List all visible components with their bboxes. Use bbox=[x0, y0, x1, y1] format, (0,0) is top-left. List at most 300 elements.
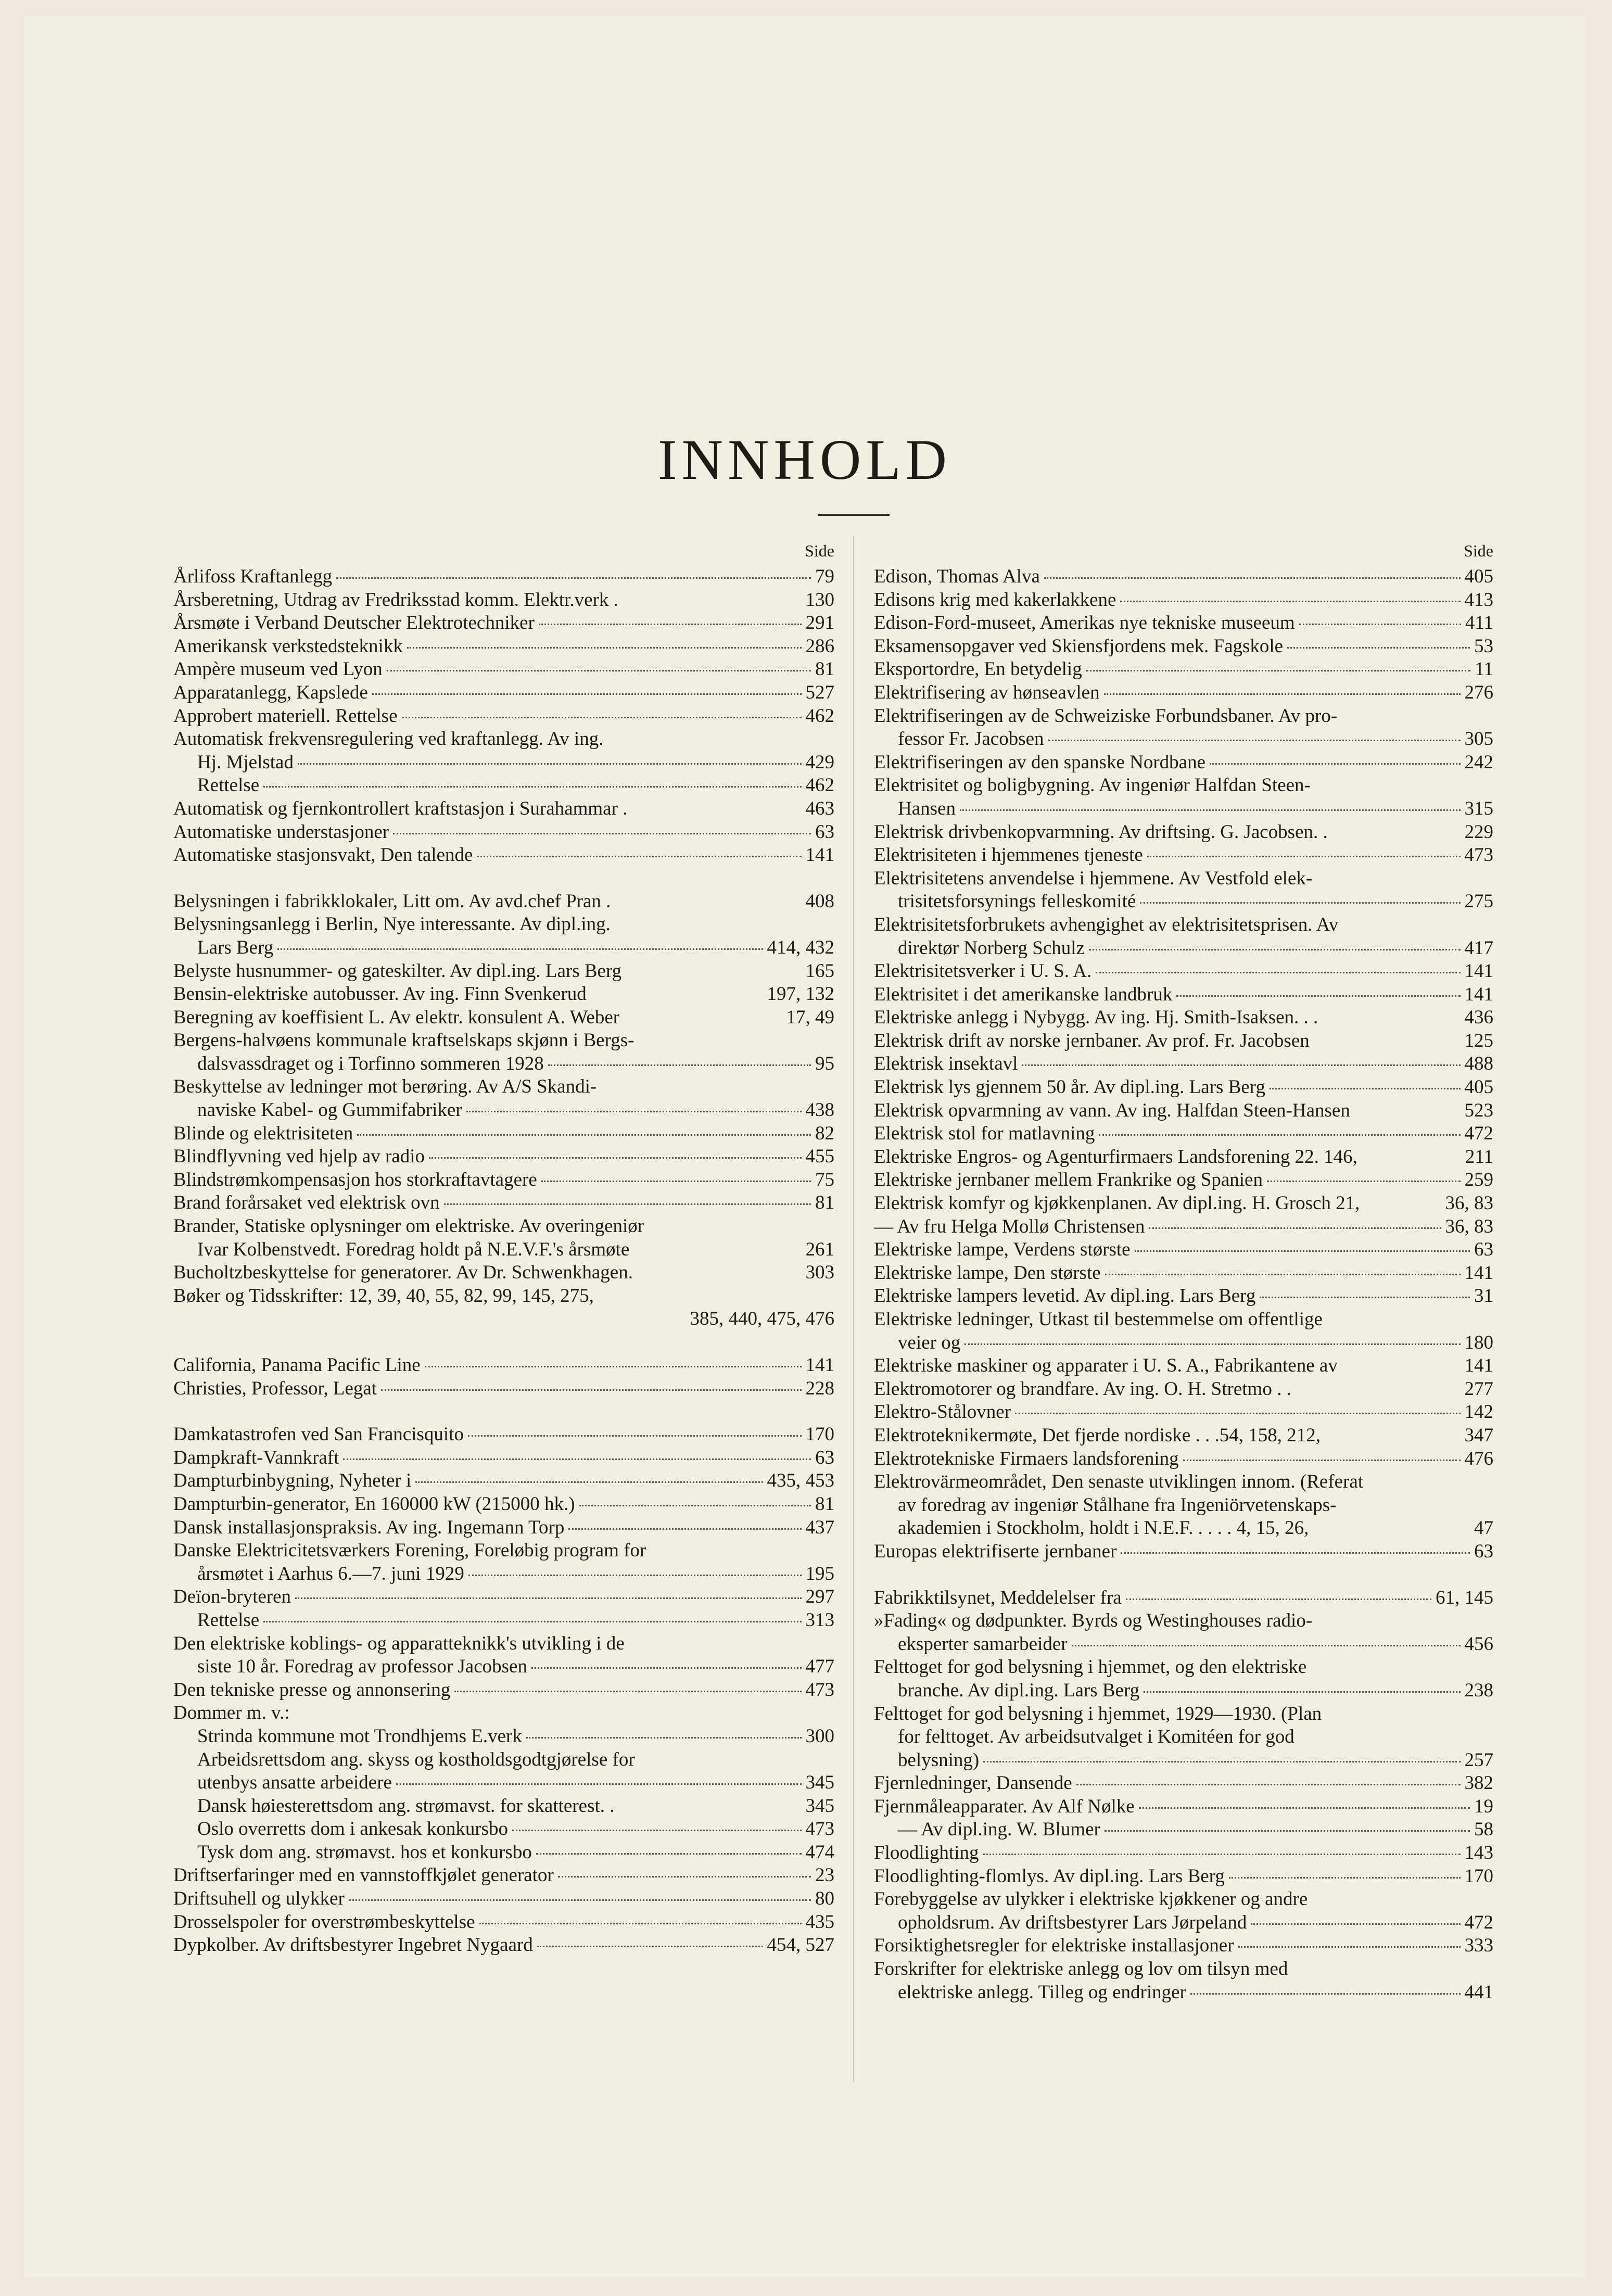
entry-page-number: 472 bbox=[1464, 1911, 1493, 1933]
entry-page-number: 413 bbox=[1464, 589, 1493, 611]
toc-entry bbox=[173, 612, 834, 635]
toc-entry bbox=[874, 1099, 1493, 1123]
entry-page-number: 261 bbox=[805, 1238, 834, 1260]
dot-leader bbox=[372, 693, 802, 695]
entry-page-number: 63 bbox=[815, 821, 834, 843]
entry-page-number: 527 bbox=[805, 681, 834, 703]
toc-entry bbox=[173, 1702, 834, 1725]
toc-entry bbox=[173, 1377, 834, 1401]
dot-leader bbox=[343, 1458, 811, 1460]
toc-entry bbox=[874, 867, 1493, 891]
toc-entry bbox=[173, 1539, 834, 1563]
entry-title: Elektriske lampe, Den største bbox=[874, 1262, 1101, 1284]
toc-entry bbox=[874, 1169, 1493, 1192]
entry-title: akademien i Stockholm, holdt i N.E.F. . . . . 4, 15, 26, bbox=[898, 1517, 1309, 1539]
toc-entry bbox=[173, 913, 834, 936]
entry-page-number: 462 bbox=[805, 775, 834, 796]
dot-leader bbox=[541, 1181, 811, 1182]
toc-entry bbox=[173, 1191, 834, 1215]
toc-entry bbox=[874, 1378, 1493, 1401]
toc-entry bbox=[874, 960, 1493, 983]
entry-title: Dommer m. v.: bbox=[173, 1702, 290, 1724]
right-column bbox=[874, 536, 1493, 2004]
entry-page-number: 242 bbox=[1464, 751, 1493, 773]
entry-title: Elektromotorer og brandfare. Av ing. O. H. Stretmo . . bbox=[874, 1378, 1291, 1400]
side-label-left: Side bbox=[805, 541, 834, 560]
entry-title: Bergens-halvøens kommunale kraftselskaps skjønn i Bergs- bbox=[173, 1030, 634, 1051]
toc-entry bbox=[173, 1493, 834, 1516]
entry-title: Automatisk frekvensregulering ved kraftanlegg. Av ing. bbox=[173, 728, 604, 750]
entry-title: Blindflyvning ved hjelp av radio bbox=[173, 1146, 425, 1168]
entry-title: Elektriske Engros- og Agenturfirmaers Landsforening 22. 146, bbox=[874, 1146, 1357, 1168]
dot-leader bbox=[1105, 1830, 1470, 1832]
entry-title: Elektrisitetsverker i U. S. A. bbox=[874, 960, 1092, 982]
entry-title: Tysk dom ang. strømavst. hos et konkursbo bbox=[197, 1841, 532, 1863]
entry-title: veier og bbox=[898, 1331, 961, 1353]
entry-page-number: 259 bbox=[1464, 1169, 1493, 1191]
toc-entry bbox=[874, 1401, 1493, 1424]
toc-entry bbox=[874, 1842, 1493, 1865]
entry-page-number: 305 bbox=[1464, 728, 1493, 750]
entry-page-number: 141 bbox=[805, 844, 834, 866]
dot-leader bbox=[579, 1505, 811, 1506]
toc-entry bbox=[173, 1122, 834, 1146]
entry-title: Elektrotekniske Firmaers landsforening bbox=[874, 1448, 1179, 1469]
toc-entry bbox=[874, 844, 1493, 867]
entry-title: Hj. Mjelstad bbox=[197, 751, 294, 773]
entry-title: elektriske anlegg. Tilleg og endringer bbox=[898, 1981, 1186, 2003]
section-gap bbox=[173, 1400, 834, 1423]
dot-leader bbox=[1238, 1946, 1461, 1948]
toc-entry bbox=[173, 1052, 834, 1076]
entry-title: Dampturbin-generator, En 160000 kW (215000 hk.) bbox=[173, 1493, 575, 1515]
toc-entry bbox=[874, 1911, 1493, 1935]
dot-leader bbox=[468, 1435, 802, 1437]
entry-page-number: 95 bbox=[815, 1052, 834, 1074]
toc-entry bbox=[874, 1122, 1493, 1146]
dot-leader bbox=[1076, 1784, 1461, 1785]
entry-page-number: 36, 83 bbox=[1445, 1215, 1493, 1237]
entry-page-number: 385, 440, 475, 476 bbox=[690, 1308, 834, 1330]
toc-entry bbox=[874, 728, 1493, 751]
dot-leader bbox=[1086, 670, 1471, 671]
entry-page-number: 441 bbox=[1464, 1981, 1493, 2003]
title-rule bbox=[818, 514, 890, 516]
entry-page-number: 436 bbox=[1464, 1007, 1493, 1029]
entry-title: dalsvassdraget og i Torfinno sommeren 1928 bbox=[197, 1052, 544, 1074]
entry-page-number: 81 bbox=[815, 1192, 834, 1214]
toc-entry bbox=[173, 1169, 834, 1192]
entry-page-number: 61, 145 bbox=[1436, 1587, 1493, 1608]
dot-leader bbox=[454, 1691, 801, 1692]
side-label-right: Side bbox=[1464, 541, 1493, 560]
entry-page-number: 476 bbox=[1464, 1448, 1493, 1469]
dot-leader bbox=[1210, 763, 1460, 765]
entry-title: Dypkolber. Av driftsbestyrer Ingebret Nygaard bbox=[173, 1934, 533, 1956]
dot-leader bbox=[479, 1923, 802, 1924]
toc-entry bbox=[173, 821, 834, 844]
entry-title: Dansk høiesterettsdom ang. strømavst. for skatterest. . bbox=[197, 1795, 615, 1817]
entry-page-number: 170 bbox=[805, 1424, 834, 1445]
section-gap bbox=[173, 867, 834, 890]
dot-leader bbox=[512, 1830, 801, 1831]
entry-title: Lars Berg bbox=[197, 936, 274, 958]
entry-page-number: 313 bbox=[805, 1609, 834, 1631]
toc-entry bbox=[874, 983, 1493, 1007]
entry-title: Elektrisiteten i hjemmenes tjeneste bbox=[874, 844, 1143, 866]
toc-entry bbox=[874, 1958, 1493, 1981]
dot-leader bbox=[1089, 949, 1461, 950]
dot-leader bbox=[402, 717, 802, 718]
toc-entry bbox=[173, 1818, 834, 1841]
toc-entry bbox=[874, 1262, 1493, 1285]
toc-entry bbox=[173, 658, 834, 681]
entry-page-number: 228 bbox=[805, 1377, 834, 1399]
dot-leader bbox=[960, 809, 1461, 811]
entry-page-number: 63 bbox=[1474, 1239, 1493, 1261]
entry-title: Elektriske lampe, Verdens største bbox=[874, 1239, 1131, 1261]
entry-title: Felttoget for god belysning i hjemmet, 1929—1930. (Plan bbox=[874, 1703, 1322, 1724]
entry-page-number: 257 bbox=[1464, 1749, 1493, 1771]
toc-entry bbox=[874, 1981, 1493, 2005]
toc-entry bbox=[173, 1354, 834, 1377]
entry-title: Beregning av koeffisient L. Av elektr. konsulent A. Weber bbox=[173, 1006, 620, 1028]
toc-entry bbox=[173, 1887, 834, 1911]
toc-entry bbox=[173, 1006, 834, 1030]
dot-leader bbox=[1096, 972, 1460, 973]
entry-title: Eksamensopgaver ved Skiensfjordens mek. Fagskole bbox=[874, 635, 1284, 657]
entry-title: fessor Fr. Jacobsen bbox=[898, 728, 1044, 750]
dot-leader bbox=[336, 577, 811, 579]
entry-title: Driftsuhell og ulykker bbox=[173, 1888, 345, 1910]
entry-title: Dansk installasjonspraksis. Av ing. Ingemann Torp bbox=[173, 1516, 565, 1538]
toc-entry bbox=[173, 1447, 834, 1470]
entry-title: naviske Kabel- og Gummifabriker bbox=[197, 1099, 462, 1121]
toc-entry bbox=[874, 1076, 1493, 1099]
entry-page-number: 473 bbox=[805, 1818, 834, 1840]
dot-leader bbox=[964, 1343, 1460, 1345]
entry-title: Bucholtzbeskyttelse for generatorer. Av Dr. Schwenkhagen. bbox=[173, 1262, 633, 1284]
dot-leader bbox=[1176, 995, 1460, 997]
entry-title: Bensin-elektriske autobusser. Av ing. Finn Svenkerud bbox=[173, 983, 587, 1005]
toc-entry bbox=[874, 890, 1493, 914]
entry-title: Elektriske anlegg i Nybygg. Av ing. Hj. Smith-Isaksen. . . bbox=[874, 1007, 1318, 1029]
dot-leader bbox=[1104, 693, 1461, 695]
entry-title: direktør Norberg Schulz bbox=[898, 937, 1085, 959]
entry-page-number: 130 bbox=[805, 589, 834, 611]
entry-title: Elektrifiseringen av de Schweiziske Forbundsbaner. Av pro- bbox=[874, 705, 1338, 727]
entry-page-number: 429 bbox=[805, 751, 834, 773]
entry-page-number: 523 bbox=[1464, 1099, 1493, 1121]
entry-title: Belyste husnummer- og gateskilter. Av dipl.ing. Lars Berg bbox=[173, 960, 622, 982]
entry-page-number: 488 bbox=[1464, 1053, 1493, 1075]
page-sheet bbox=[24, 16, 1585, 2277]
entry-page-number: 435, 453 bbox=[767, 1470, 834, 1492]
entry-title: Belysningsanlegg i Berlin, Nye interessante. Av dipl.ing. bbox=[173, 914, 611, 935]
entry-title: Dampkraft-Vannkraft bbox=[173, 1447, 339, 1468]
entry-page-number: 11 bbox=[1475, 658, 1493, 680]
entry-page-number: 417 bbox=[1464, 937, 1493, 959]
dot-leader bbox=[558, 1876, 811, 1878]
dot-leader bbox=[298, 763, 802, 765]
entry-title: Fabrikktilsynet, Meddelelser fra bbox=[874, 1587, 1122, 1608]
dot-leader bbox=[415, 1481, 763, 1483]
entry-title: Arbeidsrettsdom ang. skyss og kostholdsgodtgjørelse for bbox=[197, 1748, 635, 1770]
toc-entry bbox=[874, 1285, 1493, 1308]
toc-entry bbox=[173, 1748, 834, 1772]
entry-page-number: 463 bbox=[805, 797, 834, 819]
entry-page-number: 141 bbox=[1464, 1262, 1493, 1284]
dot-leader bbox=[1270, 1088, 1461, 1089]
entry-page-number: 180 bbox=[1464, 1331, 1493, 1353]
toc-entry bbox=[874, 1865, 1493, 1888]
toc-entry bbox=[874, 751, 1493, 775]
toc-entry bbox=[173, 1563, 834, 1586]
toc-entry bbox=[173, 844, 834, 867]
dot-leader bbox=[396, 1783, 802, 1785]
toc-entry bbox=[173, 635, 834, 658]
toc-entry bbox=[173, 936, 834, 960]
dot-leader bbox=[568, 1528, 801, 1530]
toc-entry bbox=[874, 1517, 1493, 1540]
entry-title: Automatiske stasjonsvakt, Den talende bbox=[173, 844, 473, 866]
entry-page-number: 277 bbox=[1464, 1378, 1493, 1400]
toc-entry bbox=[173, 1099, 834, 1122]
entry-title: Apparatanlegg, Kapslede bbox=[173, 681, 368, 703]
column-separator bbox=[853, 536, 854, 2082]
entry-page-number: 275 bbox=[1464, 891, 1493, 912]
entry-page-number: 438 bbox=[805, 1099, 834, 1121]
entry-title: Rettelse bbox=[197, 1609, 260, 1631]
entry-page-number: 81 bbox=[815, 658, 834, 680]
entry-page-number: 170 bbox=[1464, 1865, 1493, 1887]
entry-title: Elektrisitet i det amerikanske landbruk bbox=[874, 983, 1173, 1005]
toc-entry bbox=[874, 1424, 1493, 1448]
dot-leader bbox=[444, 1203, 811, 1205]
entry-page-number: 474 bbox=[805, 1841, 834, 1863]
page-title: INNHOLD bbox=[657, 428, 951, 491]
entry-page-number: 142 bbox=[1464, 1401, 1493, 1423]
dot-leader bbox=[407, 647, 802, 649]
entry-page-number: 63 bbox=[815, 1447, 834, 1468]
toc-entry bbox=[874, 1215, 1493, 1239]
entry-page-number: 80 bbox=[815, 1888, 834, 1910]
toc-entry bbox=[874, 1749, 1493, 1772]
toc-entry bbox=[173, 1075, 834, 1099]
dot-leader bbox=[477, 856, 801, 857]
entry-page-number: 47 bbox=[1474, 1517, 1493, 1539]
entry-page-number: 286 bbox=[805, 635, 834, 657]
dot-leader bbox=[1190, 1993, 1461, 1995]
entry-page-number: 141 bbox=[1464, 983, 1493, 1005]
entry-title: Elektrifiseringen av den spanske Nordbane bbox=[874, 751, 1206, 773]
toc-entry bbox=[874, 1934, 1493, 1958]
entry-title: Elektrisk lys gjennem 50 år. Av dipl.ing. Lars Berg bbox=[874, 1076, 1265, 1098]
dot-leader bbox=[537, 1946, 763, 1947]
toc-entry bbox=[173, 983, 834, 1006]
entry-title: Hansen bbox=[898, 797, 956, 819]
entry-title: Fjernmåleapparater. Av Alf Nølke bbox=[874, 1795, 1135, 1817]
entry-page-number: 141 bbox=[805, 1354, 834, 1376]
entry-title: Elektrisitet og boligbygning. Av ingeniør Halfdan Steen- bbox=[874, 775, 1311, 796]
entry-title: Elektrisitetens anvendelse i hjemmene. Av Vestfold elek- bbox=[874, 867, 1313, 889]
toc-entry bbox=[874, 1818, 1493, 1842]
left-entry-list bbox=[173, 565, 834, 1957]
entry-title: Forskrifter for elektriske anlegg og lov om tilsyn med bbox=[874, 1958, 1288, 1980]
entry-page-number: 477 bbox=[805, 1656, 834, 1678]
entry-page-number: 455 bbox=[805, 1146, 834, 1168]
entry-title: Blinde og elektrisiteten bbox=[173, 1122, 353, 1144]
entry-page-number: 211 bbox=[1465, 1146, 1493, 1168]
entry-title: Elektroteknikermøte, Det fjerde nordiske . . .54, 158, 212, bbox=[874, 1424, 1321, 1446]
entry-title: Årsberetning, Utdrag av Fredriksstad komm. Elektr.verk . bbox=[173, 589, 618, 611]
dot-leader bbox=[1140, 902, 1460, 904]
toc-entry bbox=[874, 1146, 1493, 1169]
toc-entry bbox=[874, 1030, 1493, 1053]
entry-page-number: 195 bbox=[805, 1563, 834, 1584]
toc-entry bbox=[874, 635, 1493, 658]
toc-entry bbox=[874, 937, 1493, 960]
dot-leader bbox=[1183, 1460, 1461, 1461]
entry-page-number: 347 bbox=[1464, 1424, 1493, 1446]
dot-leader bbox=[1044, 577, 1461, 579]
entry-page-number: 411 bbox=[1465, 612, 1493, 634]
entry-page-number: 408 bbox=[805, 890, 834, 912]
dot-leader bbox=[536, 1853, 802, 1855]
entry-title: siste 10 år. Foredrag av professor Jacobsen bbox=[197, 1656, 527, 1678]
entry-page-number: 53 bbox=[1474, 635, 1493, 657]
toc-entry bbox=[173, 1423, 834, 1447]
entry-title: Danske Elektricitetsværkers Forening, Foreløbig program for bbox=[173, 1540, 646, 1562]
dot-leader bbox=[1260, 1297, 1470, 1298]
section-gap bbox=[874, 1564, 1493, 1587]
dot-leader bbox=[387, 670, 811, 671]
toc-entry bbox=[874, 1308, 1493, 1331]
right-entry-list bbox=[874, 565, 1493, 2004]
toc-entry bbox=[173, 890, 834, 914]
toc-entry bbox=[173, 1285, 834, 1308]
toc-entry bbox=[874, 1679, 1493, 1703]
entry-title: Automatisk og fjernkontrollert kraftstasjon i Surahammar . bbox=[173, 797, 628, 819]
dot-leader bbox=[1022, 1064, 1460, 1066]
entry-page-number: 473 bbox=[1464, 844, 1493, 866]
entry-title: Fjernledninger, Dansende bbox=[874, 1772, 1072, 1794]
toc-entry bbox=[173, 751, 834, 775]
entry-page-number: 229 bbox=[1464, 821, 1493, 843]
dot-leader bbox=[531, 1667, 802, 1669]
entry-title: — Av dipl.ing. W. Blumer bbox=[898, 1819, 1100, 1841]
entry-title: Den elektriske koblings- og apparatteknikk's utvikling i de bbox=[173, 1632, 625, 1654]
dot-leader bbox=[983, 1854, 1460, 1855]
dot-leader bbox=[1121, 1552, 1470, 1554]
toc-entry bbox=[874, 1448, 1493, 1471]
dot-leader bbox=[263, 1621, 801, 1622]
entry-page-number: 473 bbox=[805, 1679, 834, 1701]
toc-entry bbox=[874, 1772, 1493, 1795]
toc-entry bbox=[874, 658, 1493, 681]
entry-title: Elektriske lampers levetid. Av dipl.ing. Lars Berg bbox=[874, 1285, 1256, 1307]
dot-leader bbox=[468, 1575, 802, 1576]
entry-title: eksperter samarbeider bbox=[898, 1633, 1068, 1655]
entry-page-number: 414, 432 bbox=[767, 936, 834, 958]
entry-title: Deïon-bryteren bbox=[173, 1586, 291, 1608]
entry-title: Edison, Thomas Alva bbox=[874, 566, 1040, 587]
entry-title: California, Panama Pacific Line bbox=[173, 1354, 421, 1376]
entry-page-number: 19 bbox=[1474, 1795, 1493, 1817]
dot-leader bbox=[548, 1064, 811, 1066]
entry-title: Oslo overretts dom i ankesak konkursbo bbox=[197, 1818, 509, 1840]
entry-title: Belysningen i fabrikklokaler, Litt om. Av avd.chef Pran . bbox=[173, 890, 611, 912]
toc-entry bbox=[173, 728, 834, 751]
dot-leader bbox=[1149, 1227, 1441, 1229]
toc-entry bbox=[874, 1354, 1493, 1378]
entry-page-number: 36, 83 bbox=[1445, 1193, 1493, 1214]
entry-title: Edison-Ford-museet, Amerikas nye tekniske museeum bbox=[874, 612, 1295, 634]
entry-title: trisitetsforsynings felleskomité bbox=[898, 891, 1136, 912]
toc-entry bbox=[173, 1655, 834, 1679]
dot-leader bbox=[466, 1111, 802, 1112]
entry-title: Floodlighting bbox=[874, 1842, 979, 1864]
dot-leader bbox=[1139, 1807, 1470, 1809]
toc-entry bbox=[173, 960, 834, 983]
toc-entry bbox=[874, 1238, 1493, 1262]
entry-page-number: 456 bbox=[1464, 1633, 1493, 1655]
dot-leader bbox=[983, 1761, 1460, 1762]
entry-page-number: 333 bbox=[1464, 1935, 1493, 1957]
entry-title: Brand forårsaket ved elektrisk ovn bbox=[173, 1192, 440, 1214]
entry-title: opholdsrum. Av driftsbestyrer Lars Jørpeland bbox=[898, 1911, 1247, 1933]
entry-title: belysning) bbox=[898, 1749, 980, 1771]
toc-entry bbox=[173, 1609, 834, 1632]
dot-leader bbox=[295, 1597, 801, 1599]
entry-title: Drosselspoler for overstrømbeskyttelse bbox=[173, 1911, 475, 1933]
toc-entry bbox=[874, 1052, 1493, 1076]
entry-page-number: 382 bbox=[1464, 1772, 1493, 1794]
dot-leader bbox=[1072, 1645, 1461, 1646]
dot-leader bbox=[1120, 601, 1460, 602]
entry-title: Amerikansk verkstedsteknikk bbox=[173, 635, 403, 657]
toc-entry bbox=[173, 565, 834, 589]
entry-page-number: 23 bbox=[815, 1864, 834, 1886]
entry-title: Floodlighting-flomlys. Av dipl.ing. Lars Berg bbox=[874, 1865, 1225, 1887]
dot-leader bbox=[526, 1737, 802, 1739]
toc-entry bbox=[173, 1632, 834, 1656]
entry-title: Den tekniske presse og annonsering bbox=[173, 1679, 451, 1701]
dot-leader bbox=[1147, 856, 1461, 857]
toc-entry bbox=[173, 589, 834, 612]
entry-page-number: 315 bbox=[1464, 797, 1493, 819]
dot-leader bbox=[349, 1899, 811, 1901]
entry-title: Elektrisk drift av norske jernbaner. Av prof. Fr. Jacobsen bbox=[874, 1030, 1310, 1051]
toc-entry bbox=[874, 1656, 1493, 1679]
toc-entry bbox=[874, 705, 1493, 728]
entry-title: Elektrovärmeområdet, Den senaste utviklingen innom. (Referat bbox=[874, 1471, 1364, 1493]
toc-entry bbox=[173, 1029, 834, 1052]
toc-entry bbox=[173, 1215, 834, 1238]
entry-page-number: 291 bbox=[805, 612, 834, 634]
toc-entry bbox=[173, 1795, 834, 1818]
entry-title: Christies, Professor, Legat bbox=[173, 1377, 377, 1399]
entry-page-number: 462 bbox=[805, 705, 834, 727]
entry-title: Beskyttelse av ledninger mot berøring. Av A/S Skandi- bbox=[173, 1076, 597, 1098]
toc-entry bbox=[874, 1633, 1493, 1656]
entry-page-number: 435 bbox=[805, 1911, 834, 1933]
dot-leader bbox=[539, 624, 802, 625]
entry-title: Elektrisk insektavl bbox=[874, 1053, 1018, 1075]
entry-title: Brander, Statiske oplysninger om elektriske. Av overingeniør bbox=[173, 1215, 644, 1237]
entry-title: Ivar Kolbenstvedt. Foredrag holdt på N.E.V.F.'s årsmøte bbox=[197, 1238, 630, 1260]
dot-leader bbox=[1099, 1134, 1460, 1136]
